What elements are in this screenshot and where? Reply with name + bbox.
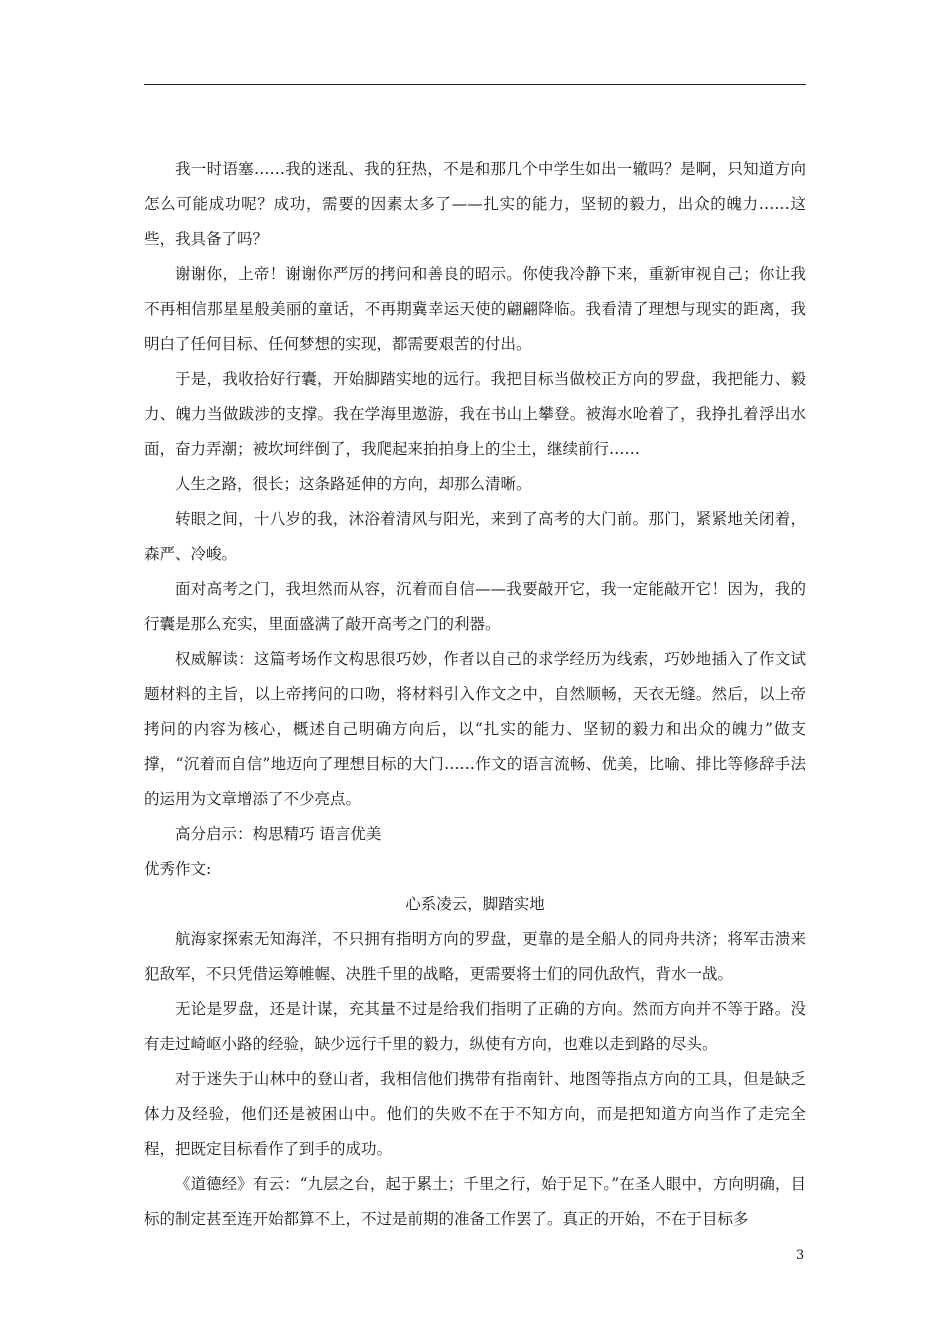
essay-paragraph: 对于迷失于山林中的登山者，我相信他们携带有指南针、地图等指点方向的工具，但是缺乏体力及经验，他们还是被困山中。他们的失败不在于不知方向，而是把知道方向当作了走完全程，把既定目标看作了到手的成功。 — [144, 1070, 806, 1158]
paragraph: 面对高考之门，我坦然而从容，沉着而自信——我要敲开它，我一定能敲开它！因为，我的行囊是那么充实，里面盛满了敲开高考之门的利器。 — [144, 580, 806, 633]
section-label: 优秀作文: — [144, 860, 212, 878]
essay-title: 心系凌云，脚踏实地 — [405, 895, 545, 913]
header-rule — [144, 84, 806, 85]
tips-line: 高分启示：构思精巧 语言优美 — [175, 825, 382, 843]
paragraph: 谢谢你，上帝！谢谢你严厉的拷问和善良的昭示。你使我冷静下来，重新审视自己；你让我不再相信那星星般美丽的童话，不再期冀幸运天使的翩翩降临。我看清了理想与现实的距离，我明白了任何目标、任何梦想的实现，都需要艰苦的付出。 — [144, 265, 806, 353]
body-text — [144, 152, 806, 1237]
paragraph: 我一时语塞……我的迷乱、我的狂热，不是和那几个中学生如出一辙吗？是啊，只知道方向怎么可能成功呢？成功，需要的因素太多了——扎实的能力，坚韧的毅力，出众的魄力……这些，我具备了吗？ — [144, 160, 806, 248]
paragraph: 于是，我收拾好行囊，开始脚踏实地的远行。我把目标当做校正方向的罗盘，我把能力、毅力、魄力当做跋涉的支撑。我在学海里遨游，我在书山上攀登。被海水呛着了，我挣扎着浮出水面，奋力弄潮；被坎坷绊倒了，我爬起来拍拍身上的尘土，继续前行…… — [144, 370, 806, 458]
essay-paragraph: 无论是罗盘，还是计谋，充其量不过是给我们指明了正确的方向。然而方向并不等于路。没有走过崎岖小路的经验，缺少远行千里的毅力，纵使有方向，也难以走到路的尽头。 — [144, 1000, 806, 1053]
page-number: 3 — [796, 1248, 805, 1263]
commentary-paragraph: 权威解读：这篇考场作文构思很巧妙，作者以自己的求学经历为线索，巧妙地插入了作文试题材料的主旨，以上帝拷问的口吻，将材料引入作文之中，自然顺畅，天衣无缝。然后，以上帝拷问的内容为核心，概述自己明确方向后，以“扎实的能力、坚韧的毅力和出众的魄力”做支撑，“沉着而自信”地迈向了理想目标的大门……作文的语言流畅、优美，比喻、排比等修辞手法的运用为文章增添了不少亮点。 — [144, 650, 806, 808]
paragraph: 人生之路，很长；这条路延伸的方向，却那么清晰。 — [175, 475, 532, 493]
essay-paragraph: 航海家探索无知海洋，不只拥有指明方向的罗盘，更靠的是全船人的同舟共济；将军击溃来犯敌军，不只凭借运筹帷幄、决胜千里的战略，更需要将士们的同仇敌忾，背水一战。 — [144, 930, 806, 983]
essay-paragraph: 《道德经》有云：“九层之台，起于累土；千里之行，始于足下。”在圣人眼中，方向明确，目标的制定甚至连开始都算不上，不过是前期的准备工作罢了。真正的开始，不在于目标多 — [144, 1175, 806, 1228]
paragraph: 转眼之间，十八岁的我，沐浴着清风与阳光，来到了高考的大门前。那门，紧紧地关闭着，森严、冷峻。 — [144, 510, 806, 563]
